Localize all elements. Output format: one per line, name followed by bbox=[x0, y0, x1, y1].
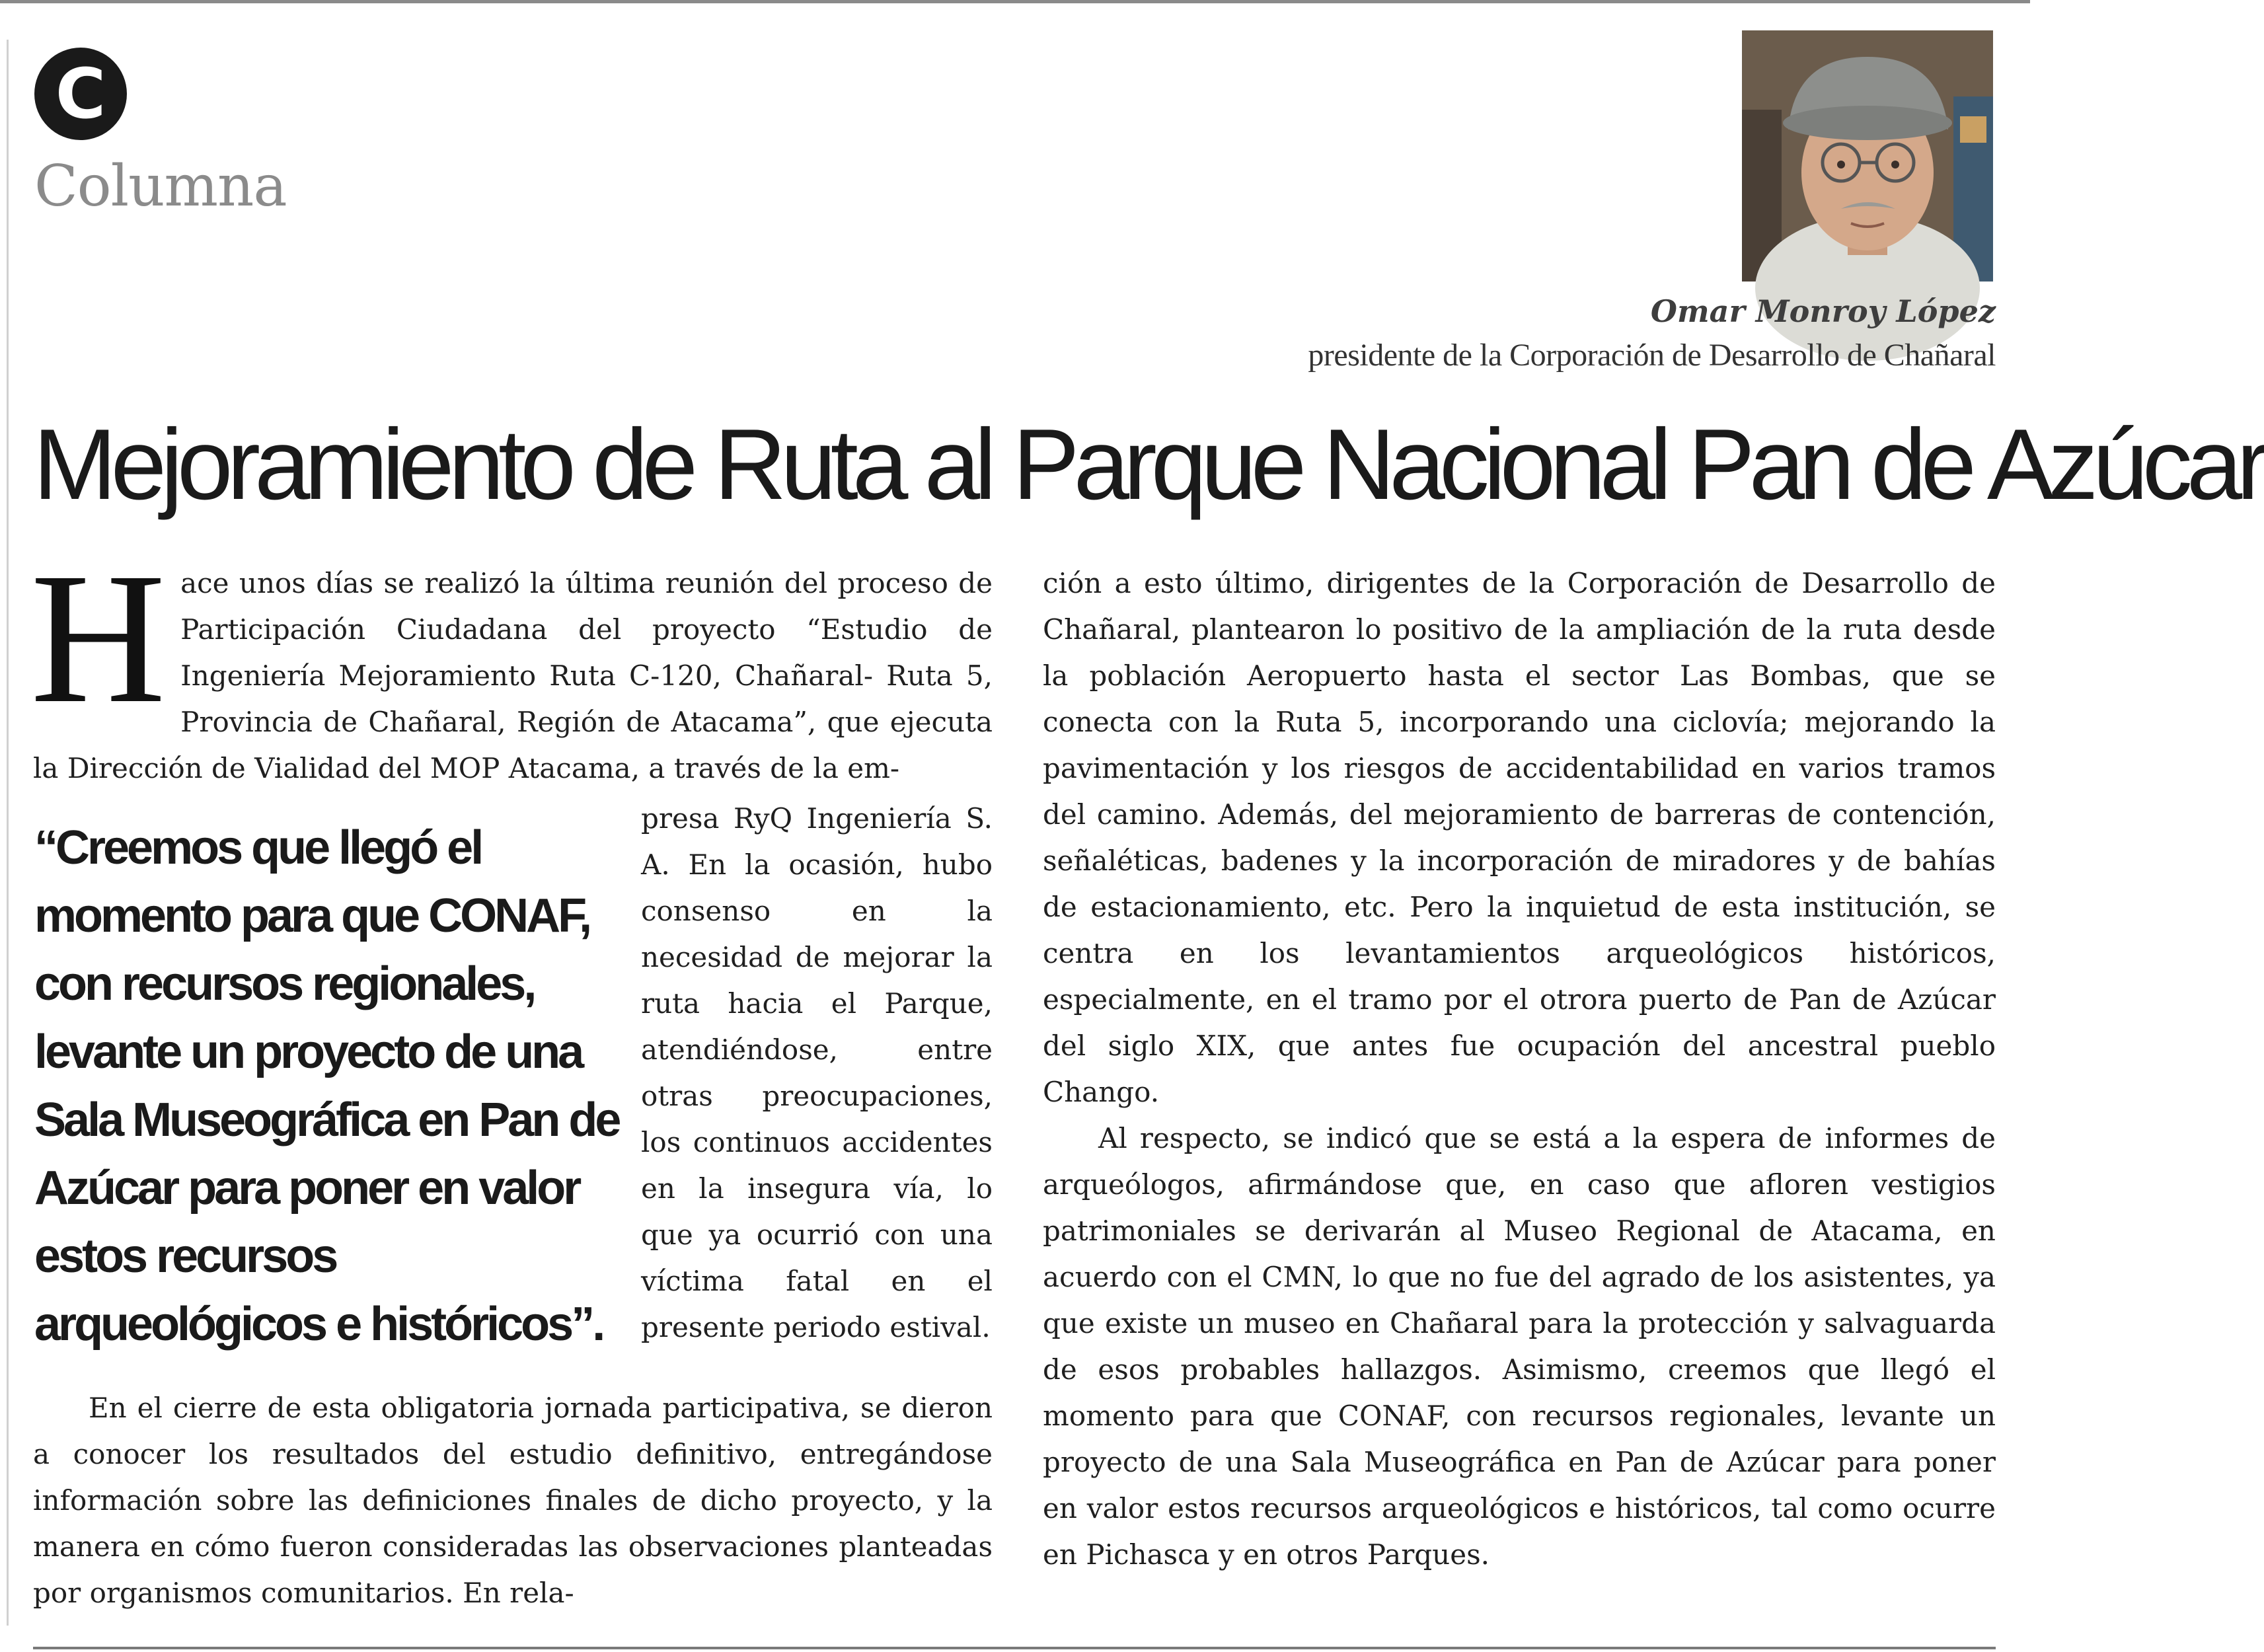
article-column-1-top bbox=[30, 535, 993, 792]
article-paragraph-2-continued: ción a esto último, dirigentes de la Corporación de Desarrollo de Chañaral, plantearon lo positivo de la ampliación de la ruta desde la población Aeropuerto hasta el sector Las Bombas, que se conecta con la Ruta 5, incorporando una ciclovía; mejorando la pavimentación y los riesgos de accidentabilidad en varios tramos del camino. Además, del mejoramiento de barreras de contención, señaléticas, badenes y la incorporación de miradores y de bahías de estacionamiento, etc. Pero la inquietud de esta institución, se centra en los levantamientos arqueológicos históricos, especialmente, en el tramo por el otrora puerto de Pan de Azúcar del siglo XIX, que antes fue ocupación del ancestral pueblo Chango. bbox=[1043, 567, 1996, 1108]
article-paragraph-3: Al respecto, se indicó que se está a la espera de informes de arqueólogos, afirmándose que, en caso que afloren vestigios patrimoniales se derivarán al Museo Regional de Atacama, en acuerdo con el CMN, lo que no fue del agrado de los asistentes, ya que existe un museo en Chañaral para la protección y salvaguarda de esos probables hallazgos. Asimismo, creemos que llegó el momento para que CONAF, con recursos regionales, levante un proyecto de una Sala Museográfica en Pan de Azúcar para poner en valor estos recursos arqueológicos e históricos, tal como ocurre en Pichasca y en otros Parques. bbox=[1043, 1122, 1996, 1571]
drop-cap: H bbox=[30, 535, 167, 742]
pull-quote: “Creemos que llegó el momento para que CONAF, con recursos regionales, levante un proyecto de una Sala Museográfica en Pan de Azúcar para poner en valor estos recursos arqueológicos e históricos”. bbox=[34, 821, 619, 1351]
article-paragraph-1-continued: presa RyQ Ingeniería S. A. En la ocasión, hubo consenso en la necesidad de mejorar la ruta hacia el Parque, atendiéndose, entre otras preocupaciones, los continuos accidentes en la insegura vía, lo que ya ocurrió con una víctima fatal en el presente periodo estival. bbox=[641, 802, 993, 1343]
author-name: Omar Monroy López bbox=[1650, 293, 1996, 329]
bottom-rule bbox=[33, 1647, 1996, 1649]
article-column-1-narrow bbox=[641, 796, 993, 1351]
article-paragraph-1-text: ace unos días se realizó la última reunión del proceso de Participación Ciudadana del proyecto “Estudio de Ingeniería Mejoramiento Ruta C-120, Chañaral- Ruta 5, Provincia de Chañaral, Región de Atacama”, que ejecuta la Dirección de Vialidad del MOP Atacama, a través de la em- bbox=[33, 567, 993, 784]
article-paragraph-2: En el cierre de esta obligatoria jornada participativa, se dieron a conocer los resultados del estudio definitivo, entregándose información sobre las definiciones finales de dicho proyecto, y la manera en cómo fueron consideradas las observaciones planteadas por organismos comunitarios. En rela- bbox=[33, 1392, 993, 1609]
column-badge-icon: C bbox=[34, 48, 127, 140]
headline: Mejoramiento de Ruta al Parque Nacional Pan de Azúcar bbox=[33, 408, 2264, 521]
author-avatar bbox=[1742, 30, 1993, 282]
article-paragraph-1 bbox=[30, 535, 993, 792]
author-portrait-image bbox=[1742, 30, 1993, 282]
top-rule bbox=[0, 0, 2030, 3]
article-column-1-bottom bbox=[33, 1385, 993, 1616]
article-column-2 bbox=[1043, 560, 1996, 1578]
section-label: Columna bbox=[34, 153, 287, 219]
left-margin-rule bbox=[7, 40, 9, 1626]
author-role: presidente de la Corporación de Desarrollo de Chañaral bbox=[1308, 338, 1996, 373]
